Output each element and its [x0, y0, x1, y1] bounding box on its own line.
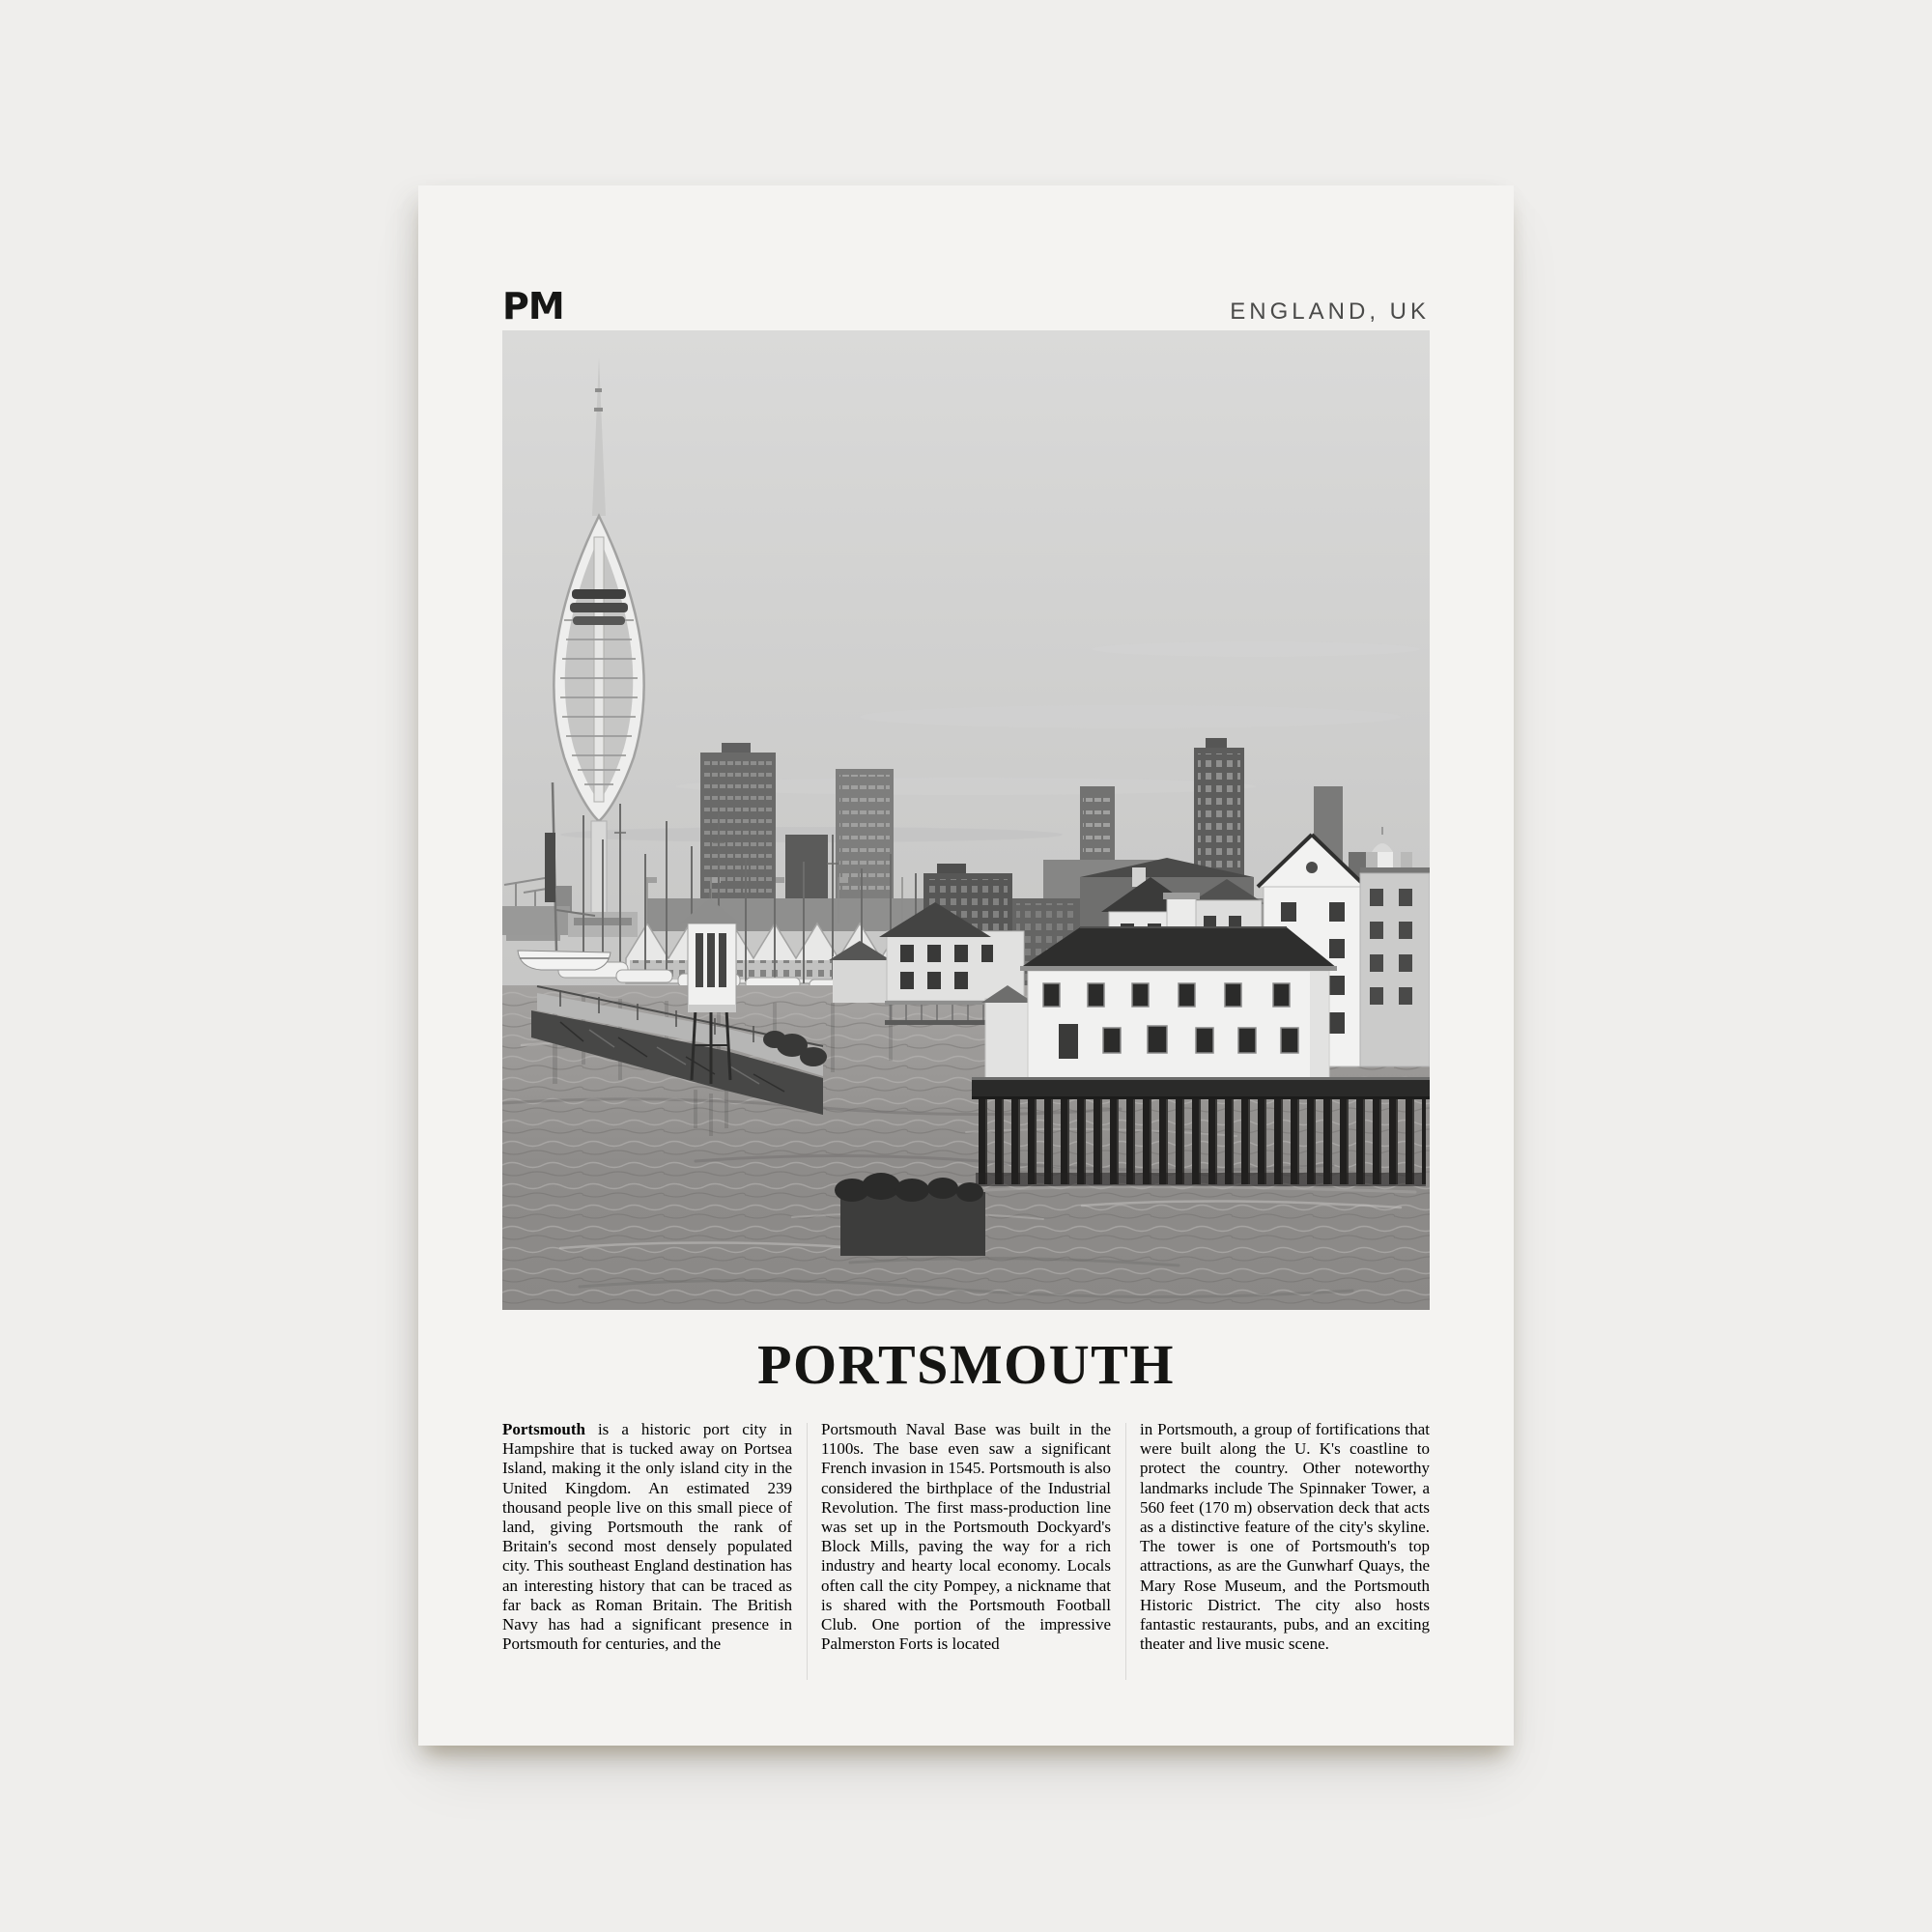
brand-logo: PM: [502, 285, 564, 327]
right-terrace: [1360, 852, 1430, 1066]
lead-word: Portsmouth: [502, 1420, 585, 1438]
column-divider-1: [807, 1423, 808, 1680]
article-column-3: [1140, 1420, 1430, 1683]
poster-header: [502, 276, 1430, 325]
article-column-2: [821, 1420, 1111, 1683]
column-divider-2: [1125, 1423, 1126, 1680]
poster-sheet: [418, 185, 1514, 1746]
column-3-text: in Portsmouth, a group of fortifications that were built along the U. K's coastline to protect the country. Other noteworthy landmarks include The Spinnaker Tower, a 560 feet (170 m) observation deck that acts as a distinctive feature of the city's skyline. The tower is one of Portsmouth's top attractions, as are the Gunwharf Quays, the Mary Rose Museum, and the Portsmouth Historic District. The city also hosts fantastic restaurants, pubs, and an exciting theater and live music scene.: [1140, 1420, 1430, 1654]
poster-title: PORTSMOUTH: [757, 1333, 1175, 1396]
location-label: ENGLAND, UK: [1230, 298, 1430, 325]
wharf-bushes: [835, 1173, 985, 1256]
column-2-text: Portsmouth Naval Base was built in the 1100s. The base even saw a significant French invasion in 1545. Portsmouth is also considered the birthplace of the Industrial Revolution. The first mass-production line was set up in the Portsmouth Dockyard's Block Mills, paving the way for a rich industry and hearty local economy. Locals often call the city Pompey, a nickname that is shared with the Portsmouth Football Club. One portion of the impressive Palmerston Forts is located: [821, 1420, 1111, 1654]
portsmouth-harbour-scene: [502, 330, 1430, 1310]
article-text: [502, 1420, 1430, 1683]
column-1-text: is a historic port city in Hampshire that is tucked away on Portsea Island, making it the only island city in the United Kingdom. An estimated 239 thousand people live on this small piece of land, giving Portsmouth the rank of Britain's second most densely populated city. This southeast England destination has an interesting history that can be traced as far back as Roman Britain. The British Navy has had a significant presence in Portsmouth for centuries, and the: [502, 1420, 792, 1654]
observation-decks: [570, 589, 628, 625]
city-photo: [502, 330, 1430, 1310]
article-column-1: [502, 1420, 792, 1683]
timber-pier: [972, 1077, 1430, 1186]
